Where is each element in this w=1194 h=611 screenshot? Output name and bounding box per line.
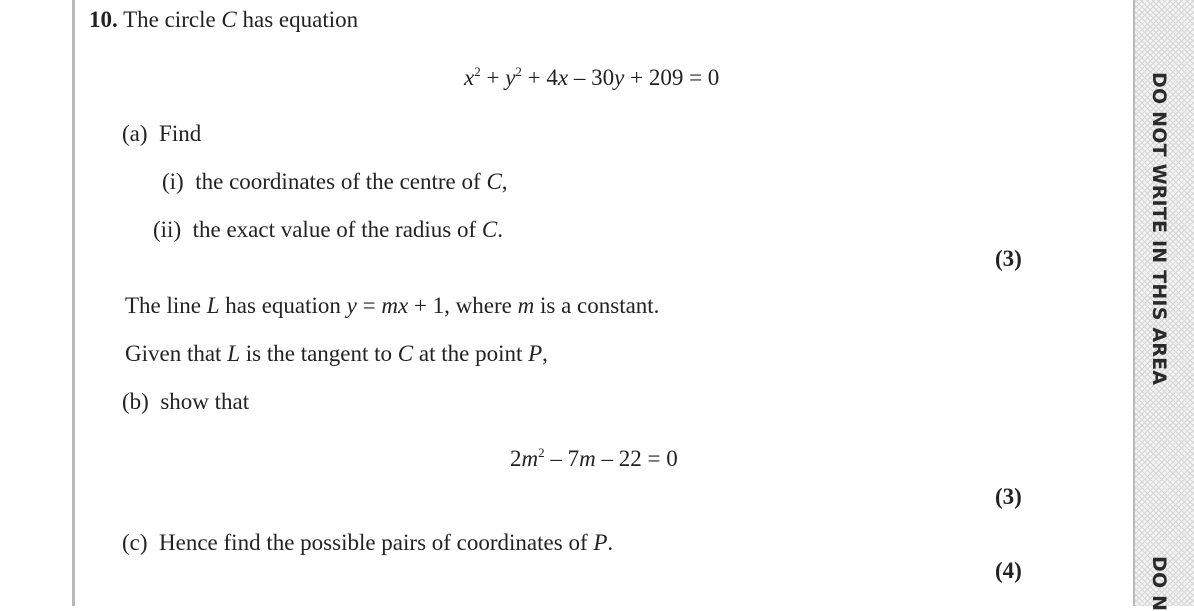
line-L-statement: The line L has equation y = mx + 1, where m is a constant. bbox=[125, 293, 660, 318]
do-not-write-label: DO NOT WRITE IN THIS AREA bbox=[1148, 72, 1170, 386]
part-a-i: (i) the coordinates of the centre of C, bbox=[162, 169, 508, 194]
given-statement: Given that L is the tangent to C at the point P, bbox=[125, 341, 548, 366]
quadratic-equation: $2m^2 - 7m - 22 = 0$ bbox=[510, 445, 678, 471]
left-border-line bbox=[72, 0, 75, 606]
left-margin bbox=[0, 0, 72, 606]
part-a-marks: (3) bbox=[995, 246, 1022, 271]
do-not-write-label-partial: DO N bbox=[1148, 556, 1170, 611]
part-a-ii: (ii) the exact value of the radius of C. bbox=[153, 217, 503, 242]
part-c-marks: (4) bbox=[995, 558, 1022, 583]
part-b: (b) show that bbox=[122, 389, 250, 414]
question-number: 10. bbox=[89, 7, 118, 32]
circle-equation: $x^2 + y^2 + 4x - 30y + 209 = 0$ bbox=[464, 64, 720, 90]
part-c: (c) Hence find the possible pairs of coordinates of P. bbox=[122, 530, 614, 555]
question-header: 10. The circle C has equation bbox=[89, 7, 359, 32]
part-b-marks: (3) bbox=[995, 484, 1022, 509]
part-b-label: (b) bbox=[122, 389, 149, 414]
part-a-label: (a) bbox=[122, 121, 148, 146]
part-c-label: (c) bbox=[122, 530, 148, 555]
part-a: (a) Find bbox=[122, 121, 202, 146]
